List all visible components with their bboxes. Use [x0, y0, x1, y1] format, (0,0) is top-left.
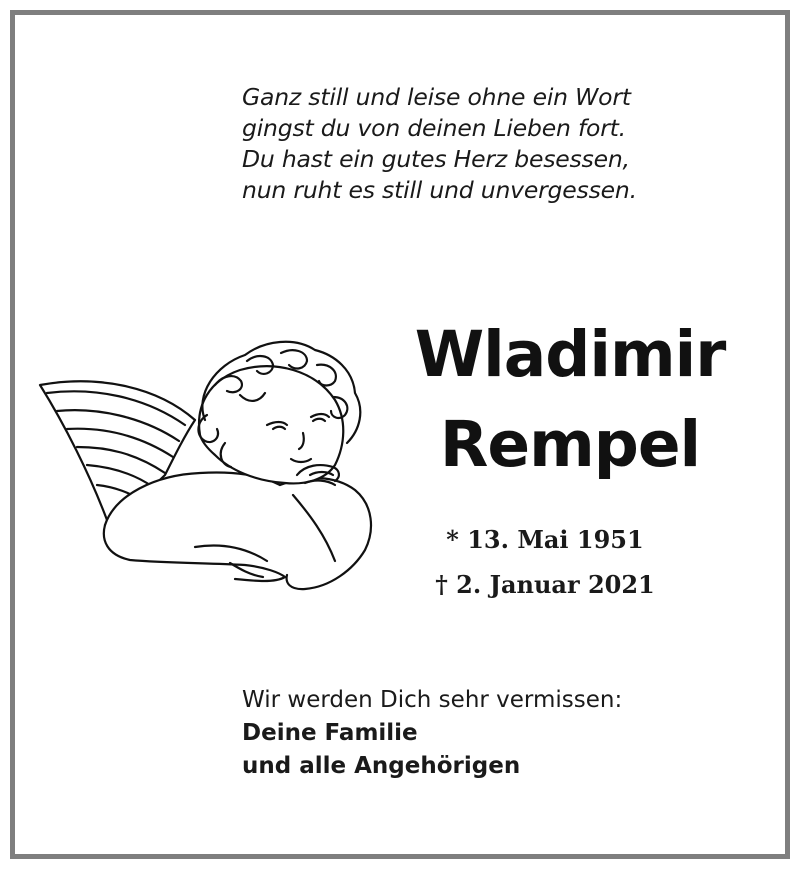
signature-relatives: und alle Angehörigen [242, 753, 521, 779]
deceased-last-name: Rempel [439, 408, 701, 481]
deceased-first-name: Wladimir [414, 318, 726, 391]
birth-date: * 13. Mai 1951 [446, 525, 644, 554]
signature-family: Deine Familie [242, 720, 418, 746]
poem-line: nun ruht es still und unvergessen. [242, 176, 637, 204]
poem [242, 82, 712, 206]
poem-line: Du hast ein gutes Herz besessen, [242, 145, 630, 173]
cherub-angel-icon [35, 325, 380, 600]
closing-line: Wir werden Dich sehr vermissen: [242, 687, 623, 713]
closing-text [242, 684, 722, 783]
poem-line: gingst du von deinen Lieben fort. [242, 114, 626, 142]
death-date: † 2. Januar 2021 [435, 570, 655, 599]
poem-line: Ganz still und leise ohne ein Wort [242, 83, 631, 111]
